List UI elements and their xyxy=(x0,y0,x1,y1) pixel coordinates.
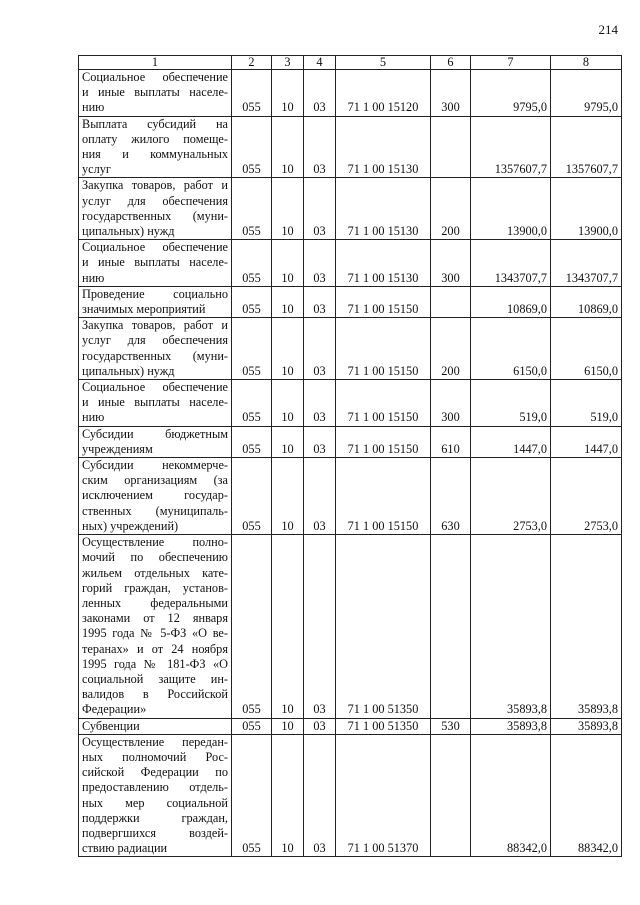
row-description xyxy=(79,178,232,240)
description-line: ственных (муниципаль- xyxy=(82,503,228,518)
ministry-code: 055 xyxy=(232,178,272,240)
ministry-code: 055 xyxy=(232,318,272,380)
target-article-code: 71 1 00 15130 xyxy=(336,240,431,287)
section-code: 10 xyxy=(272,318,304,380)
amount-col8: 10869,0 xyxy=(551,286,622,317)
amount-col7: 2753,0 xyxy=(471,458,551,535)
page-number: 214 xyxy=(598,22,618,37)
header-row xyxy=(79,56,622,70)
header-cell: 1 xyxy=(79,56,232,70)
description-line: Социальное обеспечение xyxy=(82,380,228,395)
ministry-code: 055 xyxy=(232,426,272,457)
amount-col8: 1343707,7 xyxy=(551,240,622,287)
row-description xyxy=(79,718,232,734)
amount-col7: 13900,0 xyxy=(471,178,551,240)
description-line: Закупка товаров, работ и xyxy=(82,318,228,333)
description-line: ленных федеральными xyxy=(82,595,228,610)
table-row xyxy=(79,380,622,427)
table-row xyxy=(79,458,622,535)
header-cell: 5 xyxy=(336,56,431,70)
subsection-code: 03 xyxy=(304,286,336,317)
description-line: теранах» и от 24 ноября xyxy=(82,641,228,656)
ministry-code: 055 xyxy=(232,240,272,287)
expense-type-code: 610 xyxy=(431,426,471,457)
expense-type-code xyxy=(431,734,471,857)
section-code: 10 xyxy=(272,718,304,734)
section-code: 10 xyxy=(272,426,304,457)
expense-type-code: 300 xyxy=(431,70,471,117)
row-description xyxy=(79,286,232,317)
row-description xyxy=(79,734,232,857)
amount-col8: 88342,0 xyxy=(551,734,622,857)
amount-col7: 35893,8 xyxy=(471,535,551,718)
ministry-code: 055 xyxy=(232,70,272,117)
header-cell: 3 xyxy=(272,56,304,70)
ministry-code: 055 xyxy=(232,718,272,734)
description-line: Субсидии бюджетным xyxy=(82,426,228,441)
section-code: 10 xyxy=(272,458,304,535)
table-row xyxy=(79,70,622,117)
description-line: предоставлению отдель- xyxy=(82,780,228,795)
subsection-code: 03 xyxy=(304,70,336,117)
description-line: Федерации» xyxy=(82,702,147,717)
description-line: Осуществление полно- xyxy=(82,535,228,550)
description-line: Проведение социально xyxy=(82,286,228,301)
description-line: государственных (муни- xyxy=(82,208,228,223)
expense-type-code: 200 xyxy=(431,318,471,380)
description-line: Социальное обеспечение xyxy=(82,70,228,84)
subsection-code: 03 xyxy=(304,535,336,718)
description-line: ципальных) нужд xyxy=(82,363,175,378)
target-article-code: 71 1 00 15130 xyxy=(336,178,431,240)
amount-col8: 13900,0 xyxy=(551,178,622,240)
amount-col7: 6150,0 xyxy=(471,318,551,380)
header-cell: 6 xyxy=(431,56,471,70)
description-line: Субсидии некоммерче- xyxy=(82,458,228,473)
target-article-code: 71 1 00 15120 xyxy=(336,70,431,117)
header-cell: 4 xyxy=(304,56,336,70)
subsection-code: 03 xyxy=(304,734,336,857)
table-row xyxy=(79,286,622,317)
target-article-code: 71 1 00 51350 xyxy=(336,718,431,734)
amount-col7: 9795,0 xyxy=(471,70,551,117)
description-line: ния и коммунальных xyxy=(82,147,228,162)
row-description xyxy=(79,380,232,427)
description-line: сийской Федерации по xyxy=(82,765,228,780)
subsection-code: 03 xyxy=(304,380,336,427)
table-row xyxy=(79,426,622,457)
table-row xyxy=(79,240,622,287)
description-line: Социальное обеспечение xyxy=(82,240,228,255)
section-code: 10 xyxy=(272,734,304,857)
description-line: нию xyxy=(82,100,105,115)
section-code: 10 xyxy=(272,178,304,240)
description-line: исключением государ- xyxy=(82,488,228,503)
description-line: ных мер социальной xyxy=(82,795,228,810)
description-line: подвергшихся воздей- xyxy=(82,825,228,840)
description-line: 1995 года № 5-ФЗ «О ве- xyxy=(82,626,228,641)
table-row xyxy=(79,718,622,734)
amount-col7: 35893,8 xyxy=(471,718,551,734)
description-line: и иные выплаты населе- xyxy=(82,85,228,100)
row-description xyxy=(79,458,232,535)
subsection-code: 03 xyxy=(304,426,336,457)
description-line: ных полномочий Рос- xyxy=(82,749,228,764)
table-row xyxy=(79,734,622,857)
description-line: жильем отдельных кате- xyxy=(82,565,228,580)
description-line: законами от 12 января xyxy=(82,611,228,626)
amount-col8: 35893,8 xyxy=(551,718,622,734)
table-row xyxy=(79,178,622,240)
table-row xyxy=(79,318,622,380)
expense-type-code xyxy=(431,286,471,317)
description-line: Закупка товаров, работ и xyxy=(82,178,228,193)
amount-col7: 1343707,7 xyxy=(471,240,551,287)
target-article-code: 71 1 00 15150 xyxy=(336,458,431,535)
description-line: и иные выплаты населе- xyxy=(82,255,228,270)
expense-type-code: 300 xyxy=(431,240,471,287)
subsection-code: 03 xyxy=(304,458,336,535)
expense-type-code: 300 xyxy=(431,380,471,427)
description-line: и иные выплаты населе- xyxy=(82,395,228,410)
description-line: услуг для обеспечения xyxy=(82,333,228,348)
description-line: ствию радиации xyxy=(82,841,168,856)
description-line: горий граждан, установ- xyxy=(82,580,228,595)
target-article-code: 71 1 00 15150 xyxy=(336,380,431,427)
description-line: значимых мероприятий xyxy=(82,302,206,317)
expense-type-code xyxy=(431,535,471,718)
subsection-code: 03 xyxy=(304,718,336,734)
ministry-code: 055 xyxy=(232,535,272,718)
description-line: государственных (муни- xyxy=(82,348,228,363)
section-code: 10 xyxy=(272,380,304,427)
header-cell: 8 xyxy=(551,56,622,70)
description-line: Осуществление передан- xyxy=(82,734,228,749)
section-code: 10 xyxy=(272,116,304,178)
description-line: ципальных) нужд xyxy=(82,224,175,239)
subsection-code: 03 xyxy=(304,116,336,178)
amount-col8: 2753,0 xyxy=(551,458,622,535)
row-description xyxy=(79,116,232,178)
amount-col7: 1447,0 xyxy=(471,426,551,457)
ministry-code: 055 xyxy=(232,286,272,317)
ministry-code: 055 xyxy=(232,116,272,178)
table-row xyxy=(79,116,622,178)
expense-type-code: 200 xyxy=(431,178,471,240)
target-article-code: 71 1 00 51370 xyxy=(336,734,431,857)
section-code: 10 xyxy=(272,535,304,718)
row-description xyxy=(79,426,232,457)
ministry-code: 055 xyxy=(232,734,272,857)
section-code: 10 xyxy=(272,70,304,117)
ministry-code: 055 xyxy=(232,458,272,535)
description-line: нию xyxy=(82,410,105,425)
description-line: мочий по обеспечению xyxy=(82,550,228,565)
header-cell: 2 xyxy=(232,56,272,70)
description-line: учреждениям xyxy=(82,441,153,456)
amount-col8: 9795,0 xyxy=(551,70,622,117)
amount-col8: 6150,0 xyxy=(551,318,622,380)
row-description xyxy=(79,240,232,287)
amount-col7: 1357607,7 xyxy=(471,116,551,178)
target-article-code: 71 1 00 15150 xyxy=(336,286,431,317)
expense-type-code: 530 xyxy=(431,718,471,734)
section-code: 10 xyxy=(272,240,304,287)
target-article-code: 71 1 00 15150 xyxy=(336,318,431,380)
description-line: 1995 года № 181-ФЗ «О xyxy=(82,656,228,671)
amount-col7: 88342,0 xyxy=(471,734,551,857)
amount-col8: 519,0 xyxy=(551,380,622,427)
target-article-code: 71 1 00 15130 xyxy=(336,116,431,178)
description-line: услуг xyxy=(82,162,111,177)
description-line: нию xyxy=(82,270,105,285)
target-article-code: 71 1 00 15150 xyxy=(336,426,431,457)
amount-col8: 1447,0 xyxy=(551,426,622,457)
budget-table xyxy=(78,55,622,857)
description-line: Субвенции xyxy=(82,718,140,733)
target-article-code: 71 1 00 51350 xyxy=(336,535,431,718)
description-line: Выплата субсидий на xyxy=(82,116,228,131)
expense-type-code xyxy=(431,116,471,178)
row-description xyxy=(79,318,232,380)
description-line: поддержки граждан, xyxy=(82,810,228,825)
description-line: социальной защите ин- xyxy=(82,671,228,686)
header-cell: 7 xyxy=(471,56,551,70)
section-code: 10 xyxy=(272,286,304,317)
table-row xyxy=(79,535,622,718)
subsection-code: 03 xyxy=(304,178,336,240)
amount-col8: 1357607,7 xyxy=(551,116,622,178)
ministry-code: 055 xyxy=(232,380,272,427)
amount-col7: 519,0 xyxy=(471,380,551,427)
subsection-code: 03 xyxy=(304,240,336,287)
description-line: ским организациям (за xyxy=(82,473,228,488)
expense-type-code: 630 xyxy=(431,458,471,535)
description-line: ных) учреждений) xyxy=(82,518,179,533)
description-line: валидов в Российской xyxy=(82,687,228,702)
subsection-code: 03 xyxy=(304,318,336,380)
row-description xyxy=(79,70,232,117)
description-line: оплату жилого помеще- xyxy=(82,131,228,146)
row-description xyxy=(79,535,232,718)
description-line: услуг для обеспечения xyxy=(82,193,228,208)
amount-col8: 35893,8 xyxy=(551,535,622,718)
amount-col7: 10869,0 xyxy=(471,286,551,317)
